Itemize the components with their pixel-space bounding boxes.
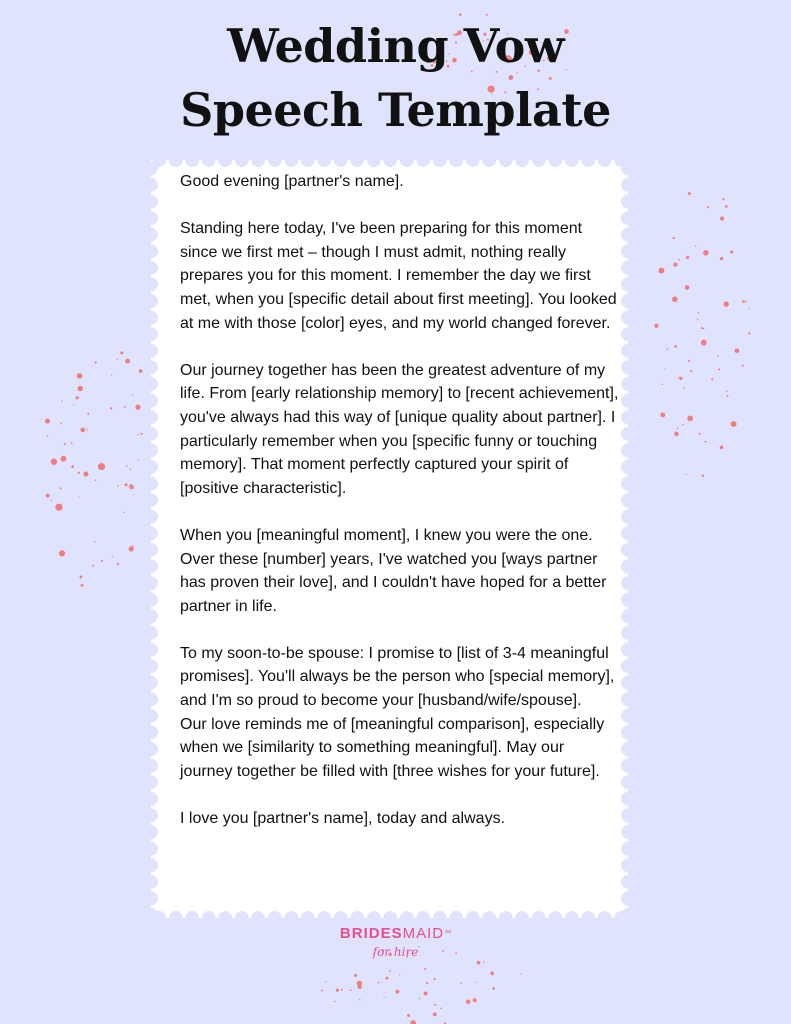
- splatter-dot: [386, 977, 389, 980]
- splatter-dot: [78, 472, 80, 474]
- speech-line: I love you [partner's name], today and always.: [180, 810, 506, 828]
- speech-paragraph: [180, 524, 620, 618]
- splatter-dot: [685, 285, 690, 290]
- splatter-dot: [76, 396, 79, 399]
- splatter-dot: [730, 250, 733, 253]
- splatter-dot: [80, 428, 85, 433]
- splatter-dot: [720, 257, 723, 260]
- splatter-dot: [473, 998, 477, 1002]
- splatter-dot: [60, 487, 62, 489]
- splatter-dot: [674, 432, 678, 436]
- splatter-dot: [698, 312, 700, 314]
- splatter-dot: [334, 1001, 335, 1002]
- splatter-dot: [80, 575, 83, 578]
- splatter-dot: [354, 974, 357, 977]
- splatter-dot: [677, 428, 679, 430]
- speech-line: When you [meaningful moment], I knew you were the one. Over these [number] years, I've watched you [ways partner has proven their love], and I couldn't have hoped for a better partner in life.: [180, 526, 607, 615]
- splatter-dot: [703, 250, 709, 256]
- splatter-dot: [94, 541, 96, 543]
- splatter-dot: [703, 328, 705, 330]
- splatter-dot: [711, 378, 713, 380]
- splatter-dot: [658, 268, 664, 274]
- splatter-dot: [682, 424, 684, 426]
- splatter-dot: [683, 387, 685, 389]
- splatter-dot: [672, 237, 674, 239]
- splatter-dot: [138, 459, 139, 460]
- splatter-dot: [419, 998, 420, 999]
- splatter-dot: [700, 434, 701, 435]
- splatter-dot: [117, 563, 119, 565]
- logo-trademark: ™: [444, 930, 452, 937]
- splatter-dot: [83, 472, 88, 477]
- title-line-2: Speech Template: [180, 83, 611, 137]
- splatter-dot: [55, 504, 62, 511]
- splatter-dot: [112, 556, 113, 557]
- splatter-dot: [130, 469, 131, 470]
- splatter-dot: [92, 565, 94, 567]
- splatter-dot: [350, 989, 352, 991]
- splatter-dot: [440, 1007, 442, 1009]
- splatter-dot: [81, 584, 84, 587]
- splatter-dot: [723, 301, 728, 306]
- splatter-dot: [138, 434, 139, 435]
- splatter-dot: [125, 483, 128, 486]
- splatter-dot: [742, 300, 745, 303]
- splatter-dot: [678, 377, 679, 378]
- splatter-dot: [688, 192, 691, 195]
- splatter-dot: [117, 485, 119, 487]
- splatter-dot: [321, 990, 323, 992]
- vow-speech-text: [180, 170, 620, 854]
- splatter-dot: [61, 400, 63, 402]
- speech-paragraph: [180, 359, 620, 501]
- splatter-dot: [98, 463, 105, 470]
- splatter-dot: [702, 475, 704, 477]
- splatter-dot: [77, 373, 83, 379]
- splatter-dot: [95, 361, 97, 363]
- splatter-dot: [688, 360, 690, 362]
- splatter-dot: [77, 386, 82, 391]
- splatter-dot: [492, 987, 495, 990]
- splatter-dot: [433, 978, 435, 980]
- splatter-dot: [87, 429, 88, 430]
- speech-line: Our love reminds me of [meaningful comparison], especially when we [similarity to something meaningful]. May our journey together be filled with [three wishes for your future].: [180, 715, 605, 780]
- logo-brides: BRIDES: [339, 925, 403, 942]
- logo-maid: MAID: [402, 925, 445, 942]
- page-title: [0, 14, 791, 142]
- splatter-dot: [686, 474, 687, 475]
- splatter-dot: [735, 348, 740, 353]
- splatter-dot: [720, 216, 724, 220]
- splatter-dot: [674, 345, 677, 348]
- splatter-dot: [141, 433, 143, 435]
- splatter-dot: [123, 511, 125, 513]
- splatter-dot: [95, 480, 97, 482]
- splatter-dot: [433, 1012, 437, 1016]
- splatter-dot: [483, 961, 485, 963]
- splatter-dot: [748, 332, 750, 334]
- splatter-dot: [51, 459, 57, 465]
- splatter-dot: [475, 982, 476, 983]
- splatter-dot: [60, 423, 62, 425]
- splatter-dot: [701, 327, 703, 329]
- splatter-dot: [46, 494, 50, 498]
- splatter-dot: [697, 318, 698, 319]
- splatter-dot: [124, 406, 126, 408]
- splatter-dot: [748, 308, 749, 309]
- splatter-dot: [111, 374, 112, 375]
- splatter-dot: [47, 435, 48, 436]
- splatter-dot: [520, 974, 521, 975]
- splatter-dot: [110, 407, 112, 409]
- splatter-dot: [672, 297, 678, 303]
- splatter-dot: [426, 982, 428, 984]
- speech-paragraph: [180, 807, 620, 831]
- splatter-dot: [731, 421, 737, 427]
- splatter-dot: [59, 550, 65, 556]
- splatter-dot: [51, 500, 52, 501]
- splatter-dot: [698, 433, 700, 435]
- splatter-dot: [71, 465, 74, 468]
- speech-paragraph: [180, 217, 620, 335]
- splatter-dot: [424, 968, 426, 970]
- splatter-dot: [466, 1000, 470, 1004]
- splatter-dot: [132, 394, 133, 395]
- splatter-dot: [679, 377, 682, 380]
- splatter-dot: [407, 1014, 410, 1017]
- splatter-dot: [490, 972, 494, 976]
- splatter-dot: [73, 404, 74, 405]
- speech-paragraph: [180, 642, 620, 784]
- splatter-dot: [135, 404, 140, 409]
- splatter-dot: [336, 989, 339, 992]
- splatter-dot: [129, 546, 134, 551]
- splatter-dot: [718, 368, 720, 370]
- bridesmaid-logo: [0, 925, 791, 960]
- splatter-dot: [125, 359, 130, 364]
- splatter-dot: [424, 992, 428, 996]
- splatter-dot: [661, 383, 663, 385]
- splatter-dot: [101, 560, 103, 562]
- splatter-dot: [667, 348, 669, 350]
- splatter-dot: [477, 961, 481, 965]
- splatter-dot: [717, 355, 719, 357]
- splatter-dot: [665, 368, 666, 369]
- splatter-dot: [359, 999, 360, 1000]
- splatter-dot: [725, 205, 728, 208]
- splatter-dot: [341, 989, 343, 991]
- splatter-dot: [654, 324, 658, 328]
- logo-wordmark: [340, 925, 451, 943]
- splatter-dot: [746, 301, 747, 302]
- splatter-dot: [695, 246, 696, 247]
- splatter-dot: [45, 419, 50, 424]
- splatter-dot: [132, 545, 133, 546]
- splatter-dot: [325, 981, 326, 982]
- splatter-dot: [460, 982, 462, 984]
- speech-line: Good evening [partner's name].: [180, 173, 404, 190]
- splatter-dot: [727, 395, 729, 397]
- speech-line: Standing here today, I've been preparing for this moment since we first met – though I must admit, nothing really prepares you for this moment. I remember the day we first met, when you [specific detail about first meeting]. You looked at me with those [color] eyes, and my world changed forever.: [180, 220, 617, 332]
- splatter-dot: [686, 256, 689, 259]
- splatter-dot: [71, 442, 73, 444]
- splatter-dot: [434, 1004, 436, 1006]
- splatter-dot: [120, 351, 123, 354]
- splatter-dot: [673, 263, 677, 267]
- splatter-dot: [78, 497, 79, 498]
- splatter-dot: [358, 985, 362, 989]
- splatter-dot: [678, 259, 680, 261]
- splatter-dot: [726, 390, 728, 392]
- splatter-dot: [687, 416, 693, 422]
- splatter-dot: [722, 198, 724, 200]
- splatter-dot: [87, 413, 89, 415]
- splatter-dot: [64, 443, 66, 445]
- splatter-dot: [742, 365, 744, 367]
- splatter-dot: [116, 359, 117, 360]
- splatter-dot: [660, 412, 665, 417]
- speech-line: Our journey together has been the greatest adventure of my life. From [early relationship memory] to [recent achievement], you've always had this way of [unique quality about partner]. I particularly remember when you [specific funny or touching memory]. That moment perfectly captured your spirit of [positive characteristic].: [180, 361, 619, 497]
- splatter-dot: [395, 990, 399, 994]
- speech-line: To my soon-to-be spouse: I promise to [list of 3-4 meaningful promises]. You'll always be the person who [special memory], and I'm so proud to become your [husband/wife/spouse].: [180, 644, 615, 710]
- splatter-dot: [701, 340, 707, 346]
- splatter-dot: [126, 465, 127, 466]
- logo-tagline: for hire: [372, 945, 419, 959]
- splatter-dot: [139, 369, 143, 373]
- splatter-dot: [720, 445, 724, 449]
- splatter-dot: [399, 974, 400, 975]
- splatter-dot: [389, 970, 391, 972]
- splatter-dot: [690, 370, 692, 372]
- splatter-dot: [61, 456, 67, 462]
- splatter-dot: [707, 206, 709, 208]
- title-line-1: Wedding Vow: [227, 19, 564, 73]
- splatter-dot: [383, 997, 384, 998]
- splatter-dot: [705, 441, 707, 443]
- splatter-dot: [129, 484, 133, 488]
- splatter-dot: [378, 982, 380, 984]
- speech-paragraph: [180, 170, 620, 194]
